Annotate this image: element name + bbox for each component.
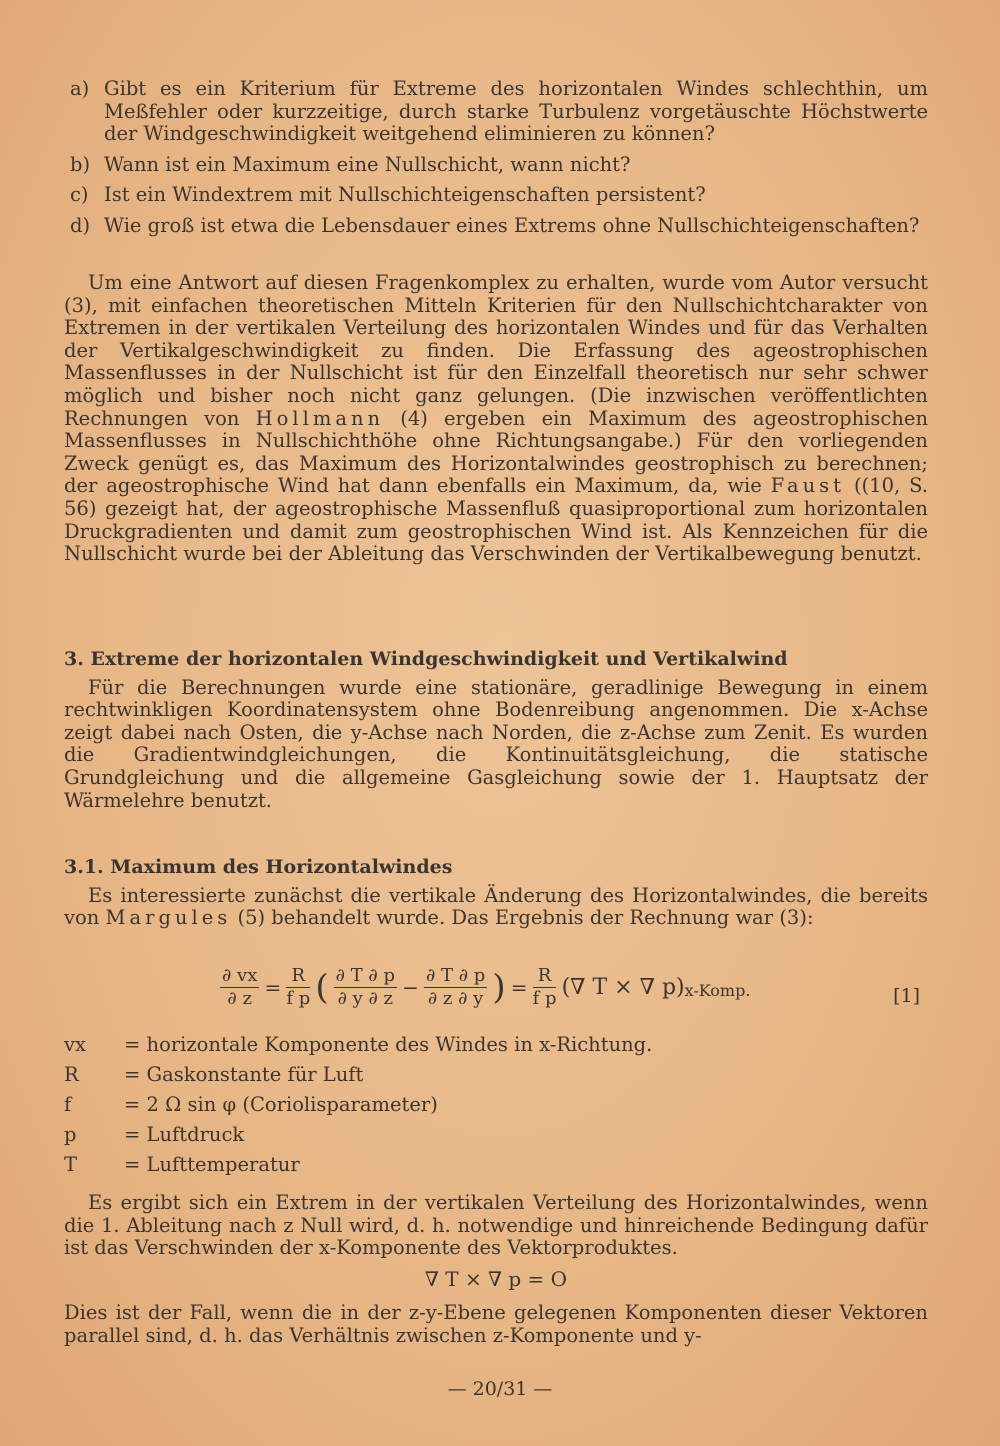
author-name: Faust bbox=[770, 474, 845, 498]
page-number: — 20/31 — bbox=[447, 1378, 553, 1400]
denominator: ∂ z ∂ y bbox=[427, 988, 484, 1009]
definition-text: 2 Ω sin φ (Coriolisparameter) bbox=[146, 1093, 438, 1116]
definition-item bbox=[64, 1090, 928, 1120]
definition-symbol: p bbox=[64, 1123, 77, 1146]
numerator: ∂ vx bbox=[222, 965, 258, 986]
equals-sign: = bbox=[124, 1033, 141, 1056]
definition-symbol: f bbox=[64, 1093, 72, 1116]
section-heading: 3.1. Maximum des Horizontalwindes bbox=[64, 856, 453, 878]
author-name: Margules bbox=[105, 906, 232, 930]
equals-sign: = bbox=[124, 1153, 141, 1176]
denominator: ∂ z bbox=[227, 988, 252, 1009]
denominator: f p bbox=[286, 988, 311, 1009]
definition-text: horizontale Komponente des Windes in x-Richtung. bbox=[146, 1033, 653, 1056]
definition-item bbox=[64, 1150, 928, 1180]
definition-text: Gaskonstante für Luft bbox=[146, 1063, 364, 1086]
text-span: ((10, S. 56) gezeigt hat, der ageostrophische Massenfluß quasiproportional zum horizontalen Druckgradienten und damit zum geostrophischen Wind ist. Als Kennzeichen für die Nullschicht wurde bei der Ableitung das Verschwinden der Vertikalbewegung benutzt. bbox=[64, 474, 928, 566]
question-a bbox=[64, 78, 928, 146]
definition-symbol: vx bbox=[64, 1033, 87, 1056]
denominator: ∂ y ∂ z bbox=[337, 988, 394, 1009]
text-span: Es interessierte zunächst die vertikale Änderung des Horizontalwindes, die bereits von bbox=[64, 883, 928, 930]
paren-close: ) bbox=[492, 967, 506, 1008]
denominator: f p bbox=[532, 988, 557, 1009]
question-text: Wann ist ein Maximum eine Nullschicht, wann nicht? bbox=[104, 152, 631, 176]
numerator: ∂ T ∂ p bbox=[425, 965, 486, 986]
section-text bbox=[64, 885, 928, 930]
equation-number: [1] bbox=[893, 985, 920, 1007]
question-b bbox=[64, 154, 928, 177]
paragraph-text bbox=[64, 272, 928, 566]
text-span: (4) ergeben ein Maximum des ageostrophischen Massenflusses in Nullschichthöhe ohne Richtungsangabe.) Für den vorliegenden Zweck genügt es, das Maximum des Horizontalwindes geostrophisch zu berechnen; der ageostrophische Wind hat dann ebenfalls ein Maximum, da, wie bbox=[64, 406, 928, 498]
text-span: (5) behandelt wurde. Das Ergebnis der Rechnung war (3): bbox=[237, 906, 814, 930]
question-label: d) bbox=[70, 213, 91, 237]
question-text: Gibt es ein Kriterium für Extreme des horizontalen Windes schlechthin, um Meßfehler oder kurzzeitige, durch starke Turbulenz vorgetäuschte Höchstwerte der Windgeschwindigkeit weitgehend eliminieren zu können? bbox=[104, 77, 928, 146]
paragraph-intro bbox=[64, 272, 928, 566]
minus-sign: − bbox=[402, 975, 419, 1000]
paragraph-extrem bbox=[64, 1192, 928, 1260]
definitions-list bbox=[64, 1030, 928, 1180]
equals-sign: = bbox=[124, 1063, 141, 1086]
question-label: b) bbox=[70, 152, 91, 176]
paragraph-text: Dies ist der Fall, wenn die in der z-y-Ebene gelegenen Komponenten dieser Vektoren parallel sind, d. h. das Verhältnis zwischen z-Komponente und y- bbox=[64, 1301, 928, 1347]
fraction bbox=[286, 965, 310, 1010]
fraction bbox=[424, 965, 487, 1010]
definition-item bbox=[64, 1030, 928, 1060]
equals-sign: = bbox=[124, 1123, 141, 1146]
equals-sign: = bbox=[510, 975, 528, 1000]
section-heading: 3. Extreme der horizontalen Windgeschwindigkeit und Vertikalwind bbox=[64, 648, 788, 670]
equals-sign: = bbox=[124, 1093, 141, 1116]
subscript: x-Komp. bbox=[684, 981, 751, 1001]
paragraph-final bbox=[64, 1302, 928, 1347]
text-span: Um eine Antwort auf diesen Fragenkomplex zu erhalten, wurde vom Autor versucht (3), mit einfachen theoretischen Mitteln Kriterien für den Nullschichtcharakter von Extremen in der vertikalen Verteilung des horizontalen Windes und für das Verhalten der Vertikalgeschwindigkeit zu finden. Die Erfassung des ageostrophischen Massenflusses in der Nullschicht ist für den Einzelfall theoretisch nur sehr schwer möglich und bisher noch nicht ganz gelungen. (Die inzwischen veröffentlichten Rechnungen von bbox=[64, 271, 928, 430]
definition-text: Lufttemperatur bbox=[146, 1153, 300, 1176]
question-text: Ist ein Windextrem mit Nullschichteigenschaften persistent? bbox=[104, 183, 706, 207]
definition-text: Luftdruck bbox=[146, 1123, 245, 1146]
section-text: Für die Berechnungen wurde eine stationäre, geradlinige Bewegung in einem rechtwinkligen Koordinatensystem ohne Bodenreibung angenommen. Die x-Achse zeigt dabei nach Osten, die y-Achse nach Norden, die z-Achse zum Zenit. Es wurden die Gradientwindgleichungen, die Kontinuitätsgleichung, die statische Grundgleichung und die allgemeine Gasgleichung sowie der 1. Hauptsatz der Wärmelehre benutzt. bbox=[64, 675, 928, 812]
definition-symbol: T bbox=[64, 1153, 78, 1176]
definition-item bbox=[64, 1060, 928, 1090]
paren-open: ( bbox=[315, 967, 329, 1008]
section-3-1 bbox=[64, 856, 928, 930]
question-c bbox=[64, 184, 928, 207]
equals-sign: = bbox=[264, 975, 282, 1000]
question-label: a) bbox=[70, 77, 90, 100]
definition-item bbox=[64, 1120, 928, 1150]
question-list bbox=[64, 78, 928, 238]
paragraph-text: Es ergibt sich ein Extrem in der vertikalen Verteilung des Horizontalwindes, wenn die 1. Ableitung nach z Null wird, d. h. notwendige und hinreichende Bedingung dafür ist das Verschwinden der x-Komponente des Vektorproduktes. bbox=[64, 1191, 928, 1260]
author-name: Hollmann bbox=[255, 406, 385, 430]
question-d bbox=[64, 215, 928, 238]
fraction bbox=[334, 965, 397, 1010]
section-3 bbox=[64, 648, 928, 812]
definition-symbol: R bbox=[64, 1063, 79, 1086]
equation-2: ∇ T × ∇ p = O bbox=[424, 1267, 568, 1291]
numerator: R bbox=[286, 965, 310, 988]
vector-product: (∇ T × ∇ p) bbox=[561, 975, 685, 1000]
fraction bbox=[220, 965, 259, 1010]
fraction bbox=[533, 965, 557, 1010]
equation-1 bbox=[220, 965, 940, 1025]
question-text: Wie groß ist etwa die Lebensdauer eines Extrems ohne Nullschichteigenschaften? bbox=[104, 213, 920, 237]
numerator: ∂ T ∂ p bbox=[335, 965, 395, 986]
question-label: c) bbox=[70, 183, 89, 207]
numerator: R bbox=[533, 965, 557, 988]
